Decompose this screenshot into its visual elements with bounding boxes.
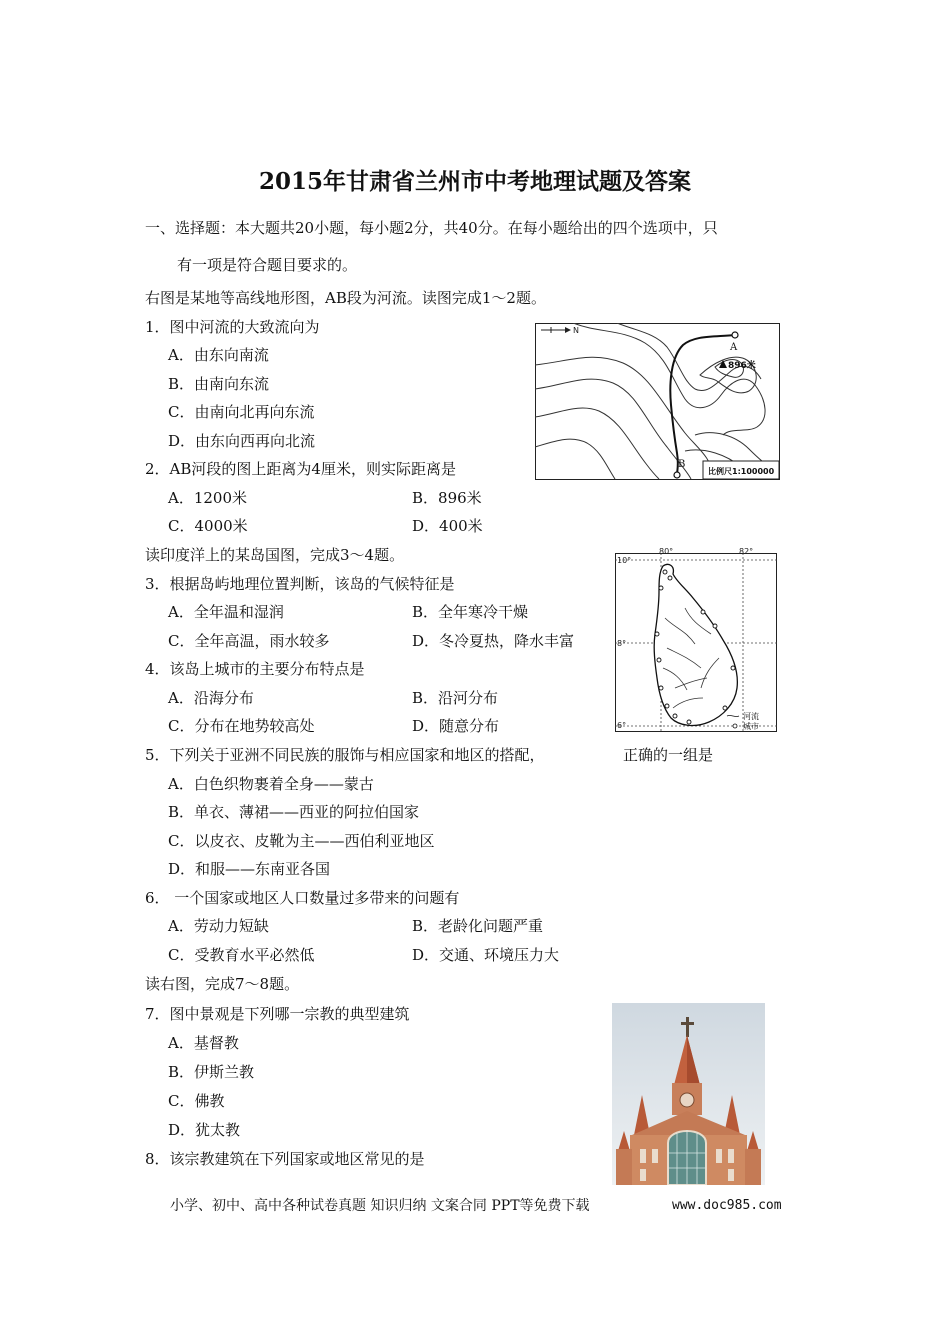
q5-option-a: A．白色织物裹着全身——蒙古 — [168, 775, 374, 793]
footer-text: 小学、初中、高中各种试卷真题 知识归纳 文案合同 PPT等免费下载 — [170, 1198, 590, 1214]
q7-option-d: D．犹太教 — [168, 1121, 241, 1139]
lon-82-label: 82° — [739, 548, 754, 556]
q1-option-b: B．由南向东流 — [168, 375, 270, 393]
point-b-label: B — [678, 459, 686, 470]
q2-option-b: B．896米 — [412, 489, 482, 507]
page-title: 2015年甘肃省兰州市中考地理试题及答案 — [258, 168, 691, 195]
q2-option-c: C．4000米 — [168, 517, 248, 535]
lat-6-label: 6° — [617, 721, 627, 730]
q5-option-c: C．以皮衣、皮靴为主——西伯利亚地区 — [168, 832, 435, 850]
q4-option-a: A．沿海分布 — [168, 689, 254, 707]
q2-stem: 2．AB河段的图上距离为4厘米，则实际距离是 — [145, 460, 456, 478]
q3-option-b: B．全年寒冷干燥 — [412, 603, 529, 621]
q5-stem: 5．下列关于亚洲不同民族的服饰与相应国家和地区的搭配， — [145, 746, 545, 764]
section-heading-line2: 有一项是符合题目要求的。 — [177, 256, 358, 274]
q5-option-d: D．和服——东南亚各国 — [168, 860, 331, 878]
q7-option-a: A．基督教 — [168, 1034, 239, 1052]
island-map-figure — [615, 548, 777, 732]
q7-stem: 7．图中景观是下列哪一宗教的典型建筑 — [145, 1005, 410, 1023]
q4-option-d: D．随意分布 — [412, 717, 500, 735]
q7-option-c: C．佛教 — [168, 1092, 225, 1110]
legend-river-label: 河流 — [743, 712, 759, 721]
q6-stem: 6． 一个国家或地区人口数量过多带来的问题有 — [145, 889, 460, 907]
q3-option-a: A．全年温和湿润 — [168, 603, 284, 621]
lon-80-label: 80° — [659, 548, 674, 556]
legend-city-label: 城市 — [743, 722, 759, 731]
q2-option-a: A．1200米 — [168, 489, 248, 507]
lat-8-label: 8° — [617, 639, 627, 648]
q6-option-a: A．劳动力短缺 — [168, 917, 269, 935]
q1-option-c: C．由南向北再向东流 — [168, 403, 315, 421]
intro-q7-8: 读右图，完成7～8题。 — [145, 975, 300, 993]
north-label: N — [573, 326, 579, 335]
q1-stem: 1．图中河流的大致流向为 — [145, 318, 320, 336]
q4-option-b: B．沿河分布 — [412, 689, 499, 707]
q3-option-c: C．全年高温，雨水较多 — [168, 632, 330, 650]
q2-option-d: D．400米 — [412, 517, 483, 535]
q3-stem: 3．根据岛屿地理位置判断，该岛的气候特征是 — [145, 575, 455, 593]
lat-10-label: 10° — [617, 556, 632, 565]
legend-city-symbol — [733, 724, 737, 728]
footer-url[interactable]: www.doc985.com — [672, 1198, 782, 1213]
intro-q1-2: 右图是某地等高线地形图，AB段为河流。读图完成1～2题。 — [145, 289, 546, 307]
q1-option-a: A．由东向南流 — [168, 346, 269, 364]
point-a-label: A — [730, 342, 738, 353]
q8-stem: 8．该宗教建筑在下列国家或地区常见的是 — [145, 1150, 425, 1168]
contour-map-figure — [535, 323, 780, 480]
q6-option-b: B．老龄化问题严重 — [412, 917, 544, 935]
intro-q3-4: 读印度洋上的某岛国图，完成3～4题。 — [145, 546, 405, 564]
q3-option-d: D．冬冷夏热，降水丰富 — [412, 632, 575, 650]
q1-option-d: D．由东向西再向北流 — [168, 432, 316, 450]
q4-stem: 4．该岛上城市的主要分布特点是 — [145, 660, 365, 678]
q6-option-d: D．交通、环境压力大 — [412, 946, 560, 964]
q5-stem-tail: 正确的一组是 — [623, 746, 714, 764]
q4-option-c: C．分布在地势较高处 — [168, 717, 315, 735]
section-heading-line1: 一、选择题：本大题共20小题，每小题2分，共40分。在每小题给出的四个选项中，只 — [145, 219, 718, 237]
peak-elevation-label: 896米 — [728, 361, 756, 371]
church-photo — [612, 1003, 765, 1185]
scale-label: 比例尺1:100000 — [708, 467, 775, 476]
q7-option-b: B．伊斯兰教 — [168, 1063, 255, 1081]
q5-option-b: B．单衣、薄裙——西亚的阿拉伯国家 — [168, 803, 420, 821]
q6-option-c: C．受教育水平必然低 — [168, 946, 315, 964]
